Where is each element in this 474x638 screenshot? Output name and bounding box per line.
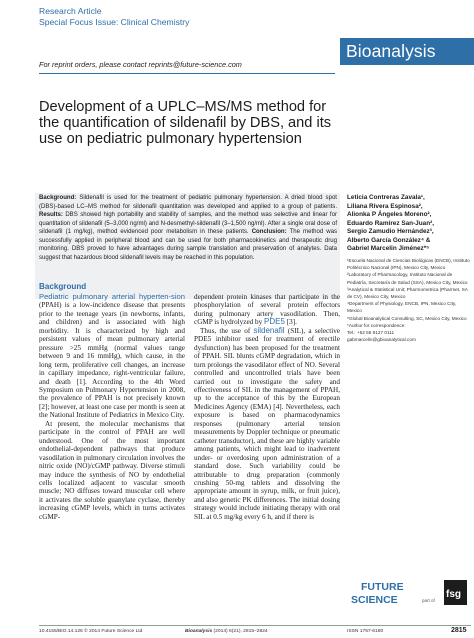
affiliation: *Author for correspondence: xyxy=(347,322,406,328)
author: Sergio Zamudio Hernández³, xyxy=(347,228,434,235)
journal-brand-bar xyxy=(340,38,474,65)
future-science-logo xyxy=(347,571,471,619)
journal-brand: Bioanalysis xyxy=(346,41,436,61)
abstract-conclusion-label: Conclusion: xyxy=(251,229,287,235)
affiliation: ¹Escuela Nacional de Ciencias Biológicas (ENCB), Instituto Politécnico Nacional (IPN), Mexico City, Mexico xyxy=(347,258,470,271)
footer-citation xyxy=(185,629,268,634)
logo-fsg: fsg xyxy=(446,589,461,600)
special-issue-label: Special Focus Issue: Clinical Chemistry xyxy=(39,17,190,27)
page-number: 2815 xyxy=(451,627,467,634)
footer-issn: ISSN 1757-6180 xyxy=(347,629,384,634)
footer-divider xyxy=(39,625,471,626)
correspondence-email[interactable]: gabmarcelin@gbioanalytical.com xyxy=(347,337,416,343)
body-column-2 xyxy=(194,293,340,521)
paragraph: Thus, the use of sildenafil (SIL), a selective PDE5 inhibitor used for treatment of erectile dysfunction) has been proposed for the treatment of PPAH. SIL blunts cGMP degradation, which in turn prolongs the vasodilator effect of NO. Several controlled and uncontrolled trials have been carried out to investigate the safety and effectiveness of SIL in the management of PPAH, up to the acceptance of this by the European Medicines Agency (EMA) [4]. Nevertheless, each exposure is based on pharmacodynamics responses (pulmonary arterial tension measurements by Doppler technique or pneumatic catheter transductor), and these are highly variable among patients, which might lead to inadvertent under- or overdosing upon administration of a standard dose. Such variability could be attributable to drug preparation (commonly crushing 50-mg tablets and dissolving the appropriate amount in syrup, milk, or fruit juice), and also genetic PK differences. The initial dosing strategy would include initiating therapy with oral SIL at 0.5 mg/kg every 6 h, and if there is xyxy=(194,325,340,521)
paragraph: dependent protein kinases that participate in the phosphorylation of several protein effectors during pulmonary artery vasodilation. Then, cGMP is hydrolyzed by xyxy=(194,293,340,327)
affiliation-list xyxy=(347,257,472,343)
logo-science: SCIENCE xyxy=(351,594,398,606)
affiliation: ³Analytical & Statistical Unit; Pharmometrica (Pharmet, SA de CV), Mexico City, Mexico xyxy=(347,286,468,300)
article-type: Research Article xyxy=(39,6,102,16)
key-term-sildenafil: sildenafil xyxy=(253,325,285,335)
paragraph: At present, the molecular mechanisms that participate in the control of PPAH are well understood. One of the most important endothelial-dependent pathways that produce vasodilation in pulmonary circulation involves the nitric oxide (NO)/cGMP pathway. Diverse stimuli may induce the synthesis of NO by endothelial cells localized adjacent to vascular smooth muscle; NO diffuses toward muscular cell where it activates the soluble guanylate cyclase, thereby increasing cGMP levels, which in turns activates cGMP- xyxy=(39,419,185,521)
section-heading-background: Background xyxy=(39,282,87,291)
footer-doi: 10.4155/BIO.14.126 © 2014 Future Science Ltd xyxy=(39,629,143,634)
affiliation: ²Laboratory of Pharmacology, Instituto Nacional de Pediatría, Secretaría de Salud (SSA), Mexico City, Mexico xyxy=(347,272,468,285)
affiliation: ⁵Global Bioanalytical Consulting, SC, Mexico City, Mexico xyxy=(347,315,467,321)
author: Leticia Contreras Zavala¹, xyxy=(347,194,425,201)
key-term-ppah: Pediatric pulmonary arterial hyperten-sion xyxy=(39,292,185,301)
author: Liliana Rivera Espinosa², xyxy=(347,202,423,210)
author: Alberto García González⁴ & xyxy=(347,236,431,244)
author: Eduardo Ramírez San-Juan², xyxy=(347,219,435,227)
footer-citation-details: (2014) 6(21), 2815–2824 xyxy=(212,629,268,634)
author: Alionka P Ángeles Moreno², xyxy=(347,211,432,218)
abstract xyxy=(39,194,337,262)
publisher-logo-graphic xyxy=(347,571,471,619)
logo-future: FUTURE xyxy=(361,581,404,593)
logo-part-of: part of xyxy=(422,598,435,603)
abstract-background-text: Sildenafil is used for the treatment of pediatric pulmonary hypertension. A dried blood spot (DBS)-based LC–MS method for sildenafil quantitation was developed and applied to a group of patients. xyxy=(39,195,337,210)
footer-journal-name: Bioanalysis xyxy=(185,629,213,634)
key-term-pde5: PDE5 xyxy=(264,317,285,327)
body-column-1 xyxy=(39,293,185,521)
affiliation: ⁴Department of Physiology, ENCB, IPN, Mexico City, Mexico xyxy=(347,301,457,314)
abstract-conclusion-text: The method was successfully applied in peripheral blood and can be used for both pharmacokinetics and therapeutic drug monitoring. DBS proved to have advantages during sample translation and preservation of analytes. Data suggest that hazardous blood sildenafil levels may be reached in this population. xyxy=(39,229,338,261)
paragraph: (PPAH) is a low-incidence disease that presents prior to the teenage years (in newborns, infants, and children) and is associated with high morbidity. It is characterized by high and persistent values of mean pulmonary arterial pressure >25 mmHg (normal values range between 9 and 16 mmHg), which cause, in the long term, proliferative cell changes, an increase in capillary impedance, right-ventricular failure, and death [1]. According to the 4th Word Symposium on Pulmonary Hypertension in 2008, the prevalence of PPAH is not precisely known [2]; however, at least one case per month is seen at the National Institute of Pediatrics in Mexico City. xyxy=(39,301,186,420)
abstract-background-label: Background: xyxy=(39,195,77,201)
header-divider xyxy=(39,73,335,74)
author: Gabriel Marcelin Jiménez*⁵ xyxy=(347,245,430,252)
abstract-results-text: DBS showed high portability and stability of samples, and the method was selective and linear for quantitation of sildenafil (5–3,000 ng/ml) and N-desmethyl-sildenafil (3–1,500 ng/ml). After a single oral dose of sildenafil (1 mg/kg), method evidenced poor metabolism in these patients. xyxy=(39,212,337,235)
affiliation: Tel.: +52 55 9127 0111 xyxy=(347,330,395,336)
abstract-results-label: Results: xyxy=(39,212,63,218)
article-title: Development of a UPLC–MS/MS method for the quantification of sildenafil by DBS, and its use on pediatric pulmonary hypertension xyxy=(39,99,332,148)
reprint-note: For reprint orders, please contact reprints@future-science.com xyxy=(39,60,242,69)
author-list xyxy=(347,194,472,254)
paragraph-end: [3]. xyxy=(284,318,297,327)
